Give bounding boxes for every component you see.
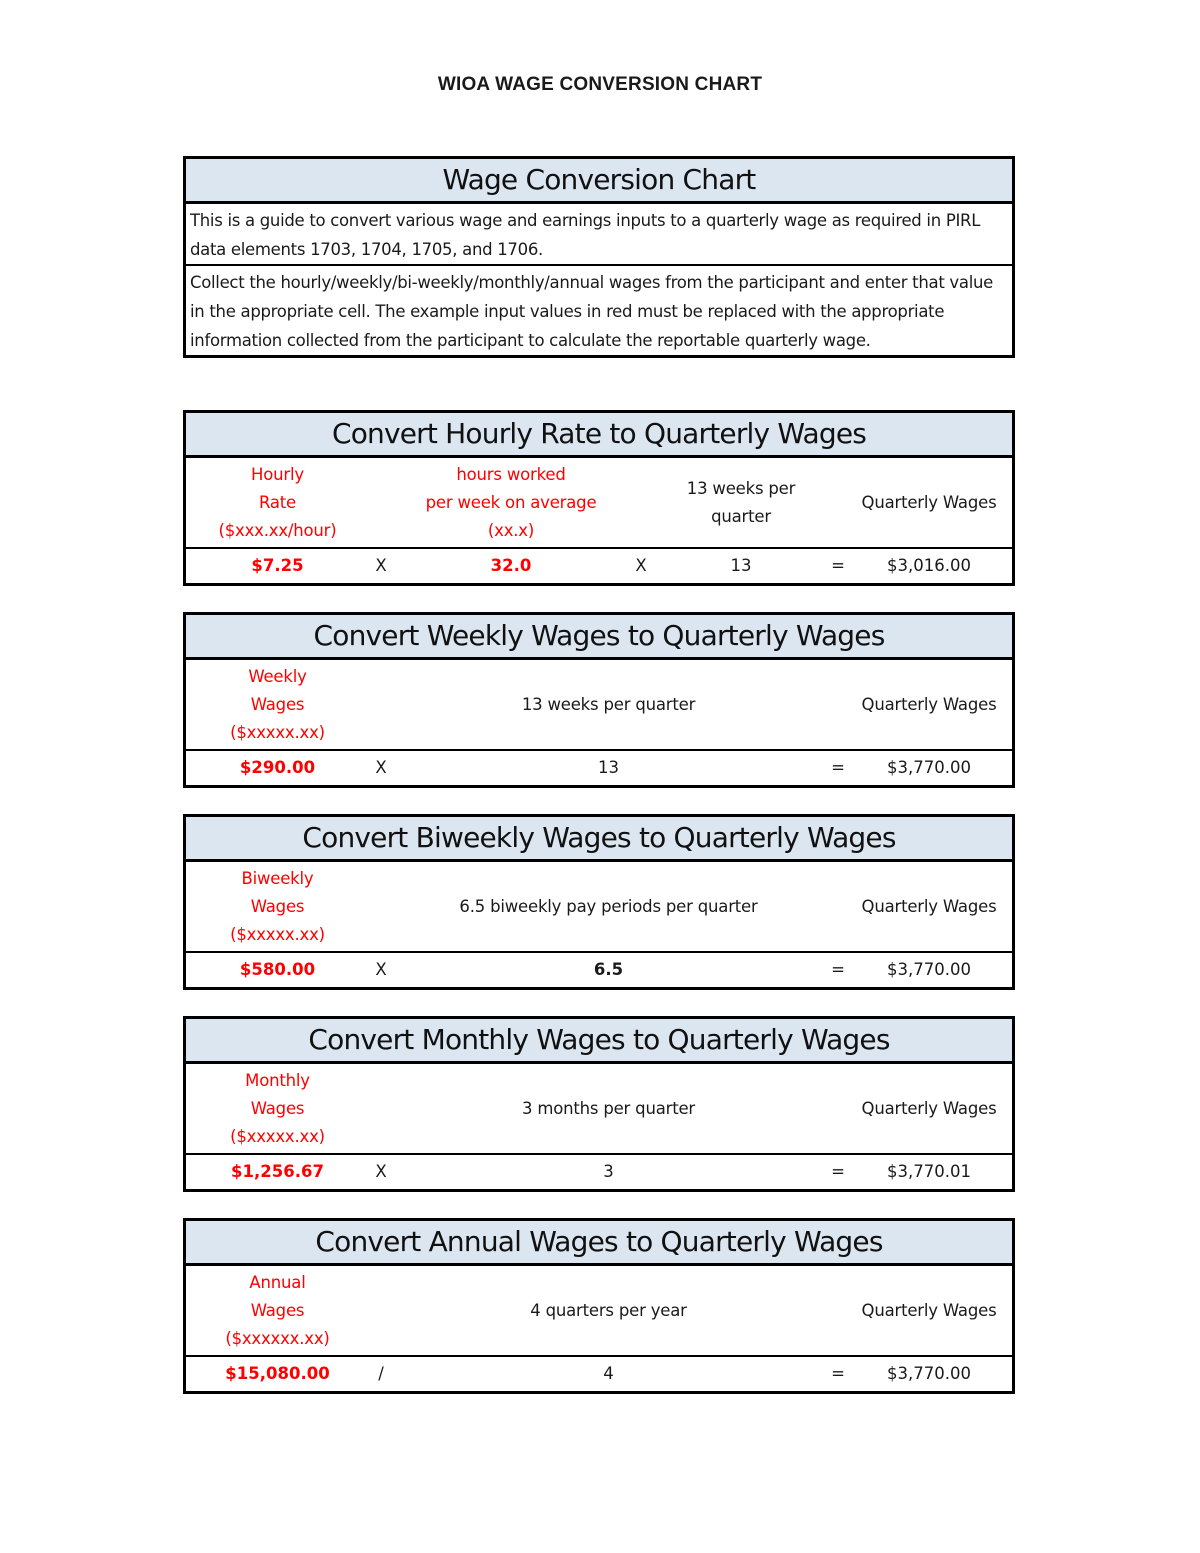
equals-sign: = [831, 960, 845, 979]
weekly-section [183, 612, 1015, 788]
weekly-wages-input[interactable]: $290.00 [239, 758, 316, 777]
hourly-label-row [186, 458, 1012, 549]
quarterly-wages-label: Quarterly Wages [861, 896, 997, 916]
annual-header: Convert Annual Wages to Quarterly Wages [186, 1221, 1012, 1266]
intro-header: Wage Conversion Chart [186, 159, 1012, 204]
monthly-value-row [186, 1155, 1012, 1189]
quarterly-wages-result: $3,770.00 [887, 758, 971, 777]
biweekly-header: Convert Biweekly Wages to Quarterly Wages [186, 817, 1012, 862]
quarters-value: 4 [603, 1364, 614, 1383]
annual-wages-label: Annual Wages ($xxxxxx.xx) [225, 1272, 330, 1348]
monthly-wages-label: Monthly Wages ($xxxxx.xx) [230, 1070, 325, 1146]
hours-worked-input[interactable]: 32.0 [490, 556, 532, 575]
quarterly-wages-label: Quarterly Wages [861, 694, 997, 714]
biweekly-wages-input[interactable]: $580.00 [239, 960, 316, 979]
weeks-value: 13 [598, 758, 619, 777]
weeks-value: 13 [730, 556, 752, 575]
hourly-section [183, 410, 1015, 586]
multiply-operator: X [635, 556, 647, 575]
weekly-wages-label: Weekly Wages ($xxxxx.xx) [230, 666, 325, 742]
hourly-rate-input[interactable]: $7.25 [251, 556, 304, 575]
quarterly-wages-label: Quarterly Wages [861, 492, 997, 512]
intro-box [183, 156, 1015, 358]
quarterly-wages-result: $3,770.00 [887, 960, 971, 979]
hourly-header: Convert Hourly Rate to Quarterly Wages [186, 413, 1012, 458]
pay-periods-label: 6.5 biweekly pay periods per quarter [459, 896, 758, 916]
biweekly-label-row [186, 862, 1012, 953]
annual-label-row [186, 1266, 1012, 1357]
weekly-header: Convert Weekly Wages to Quarterly Wages [186, 615, 1012, 660]
biweekly-value-row [186, 953, 1012, 987]
quarterly-wages-result: $3,770.00 [887, 1364, 971, 1383]
annual-section [183, 1218, 1015, 1394]
weekly-label-row [186, 660, 1012, 751]
equals-sign: = [831, 1162, 845, 1181]
multiply-operator: X [375, 960, 387, 979]
months-per-quarter-label: 3 months per quarter [521, 1098, 696, 1118]
quarterly-wages-result: $3,016.00 [887, 556, 971, 575]
multiply-operator: X [375, 556, 387, 575]
annual-wages-input[interactable]: $15,080.00 [225, 1364, 330, 1383]
annual-value-row [186, 1357, 1012, 1391]
hours-worked-label: hours worked per week on average (xx.x) [425, 464, 597, 540]
monthly-wages-input[interactable]: $1,256.67 [231, 1162, 324, 1181]
quarters-per-year-label: 4 quarters per year [530, 1300, 687, 1320]
page-title: WIOA WAGE CONVERSION CHART [437, 74, 763, 95]
weeks-per-quarter-label: 13 weeks per quarter [686, 478, 796, 526]
quarterly-wages-label: Quarterly Wages [861, 1098, 997, 1118]
weekly-value-row [186, 751, 1012, 785]
divide-operator: / [378, 1364, 384, 1383]
equals-sign: = [831, 556, 845, 575]
multiply-operator: X [375, 758, 387, 777]
hourly-rate-label: Hourly Rate ($xxx.xx/hour) [218, 464, 337, 540]
equals-sign: = [831, 758, 845, 777]
weeks-per-quarter-label: 13 weeks per quarter [521, 694, 696, 714]
months-value: 3 [603, 1162, 614, 1181]
pay-periods-value: 6.5 [593, 960, 624, 979]
intro-paragraph-2: Collect the hourly/weekly/bi-weekly/monthly/annual wages from the participant and enter that value in the appropriate cell. The example input values in red must be replaced with the appropriate information collected from the participant to calculate the reportable quarterly wage. [186, 264, 1012, 355]
equals-sign: = [831, 1364, 845, 1383]
biweekly-section [183, 814, 1015, 990]
hourly-value-row [186, 549, 1012, 583]
intro-paragraph-1: This is a guide to convert various wage and earnings inputs to a quarterly wage as required in PIRL data elements 1703, 1704, 1705, and 1706. [190, 211, 981, 259]
monthly-section [183, 1016, 1015, 1192]
quarterly-wages-label: Quarterly Wages [861, 1300, 997, 1320]
quarterly-wages-result: $3,770.01 [887, 1162, 971, 1181]
multiply-operator: X [375, 1162, 387, 1181]
biweekly-wages-label: Biweekly Wages ($xxxxx.xx) [230, 868, 325, 944]
monthly-label-row [186, 1064, 1012, 1155]
monthly-header: Convert Monthly Wages to Quarterly Wages [186, 1019, 1012, 1064]
